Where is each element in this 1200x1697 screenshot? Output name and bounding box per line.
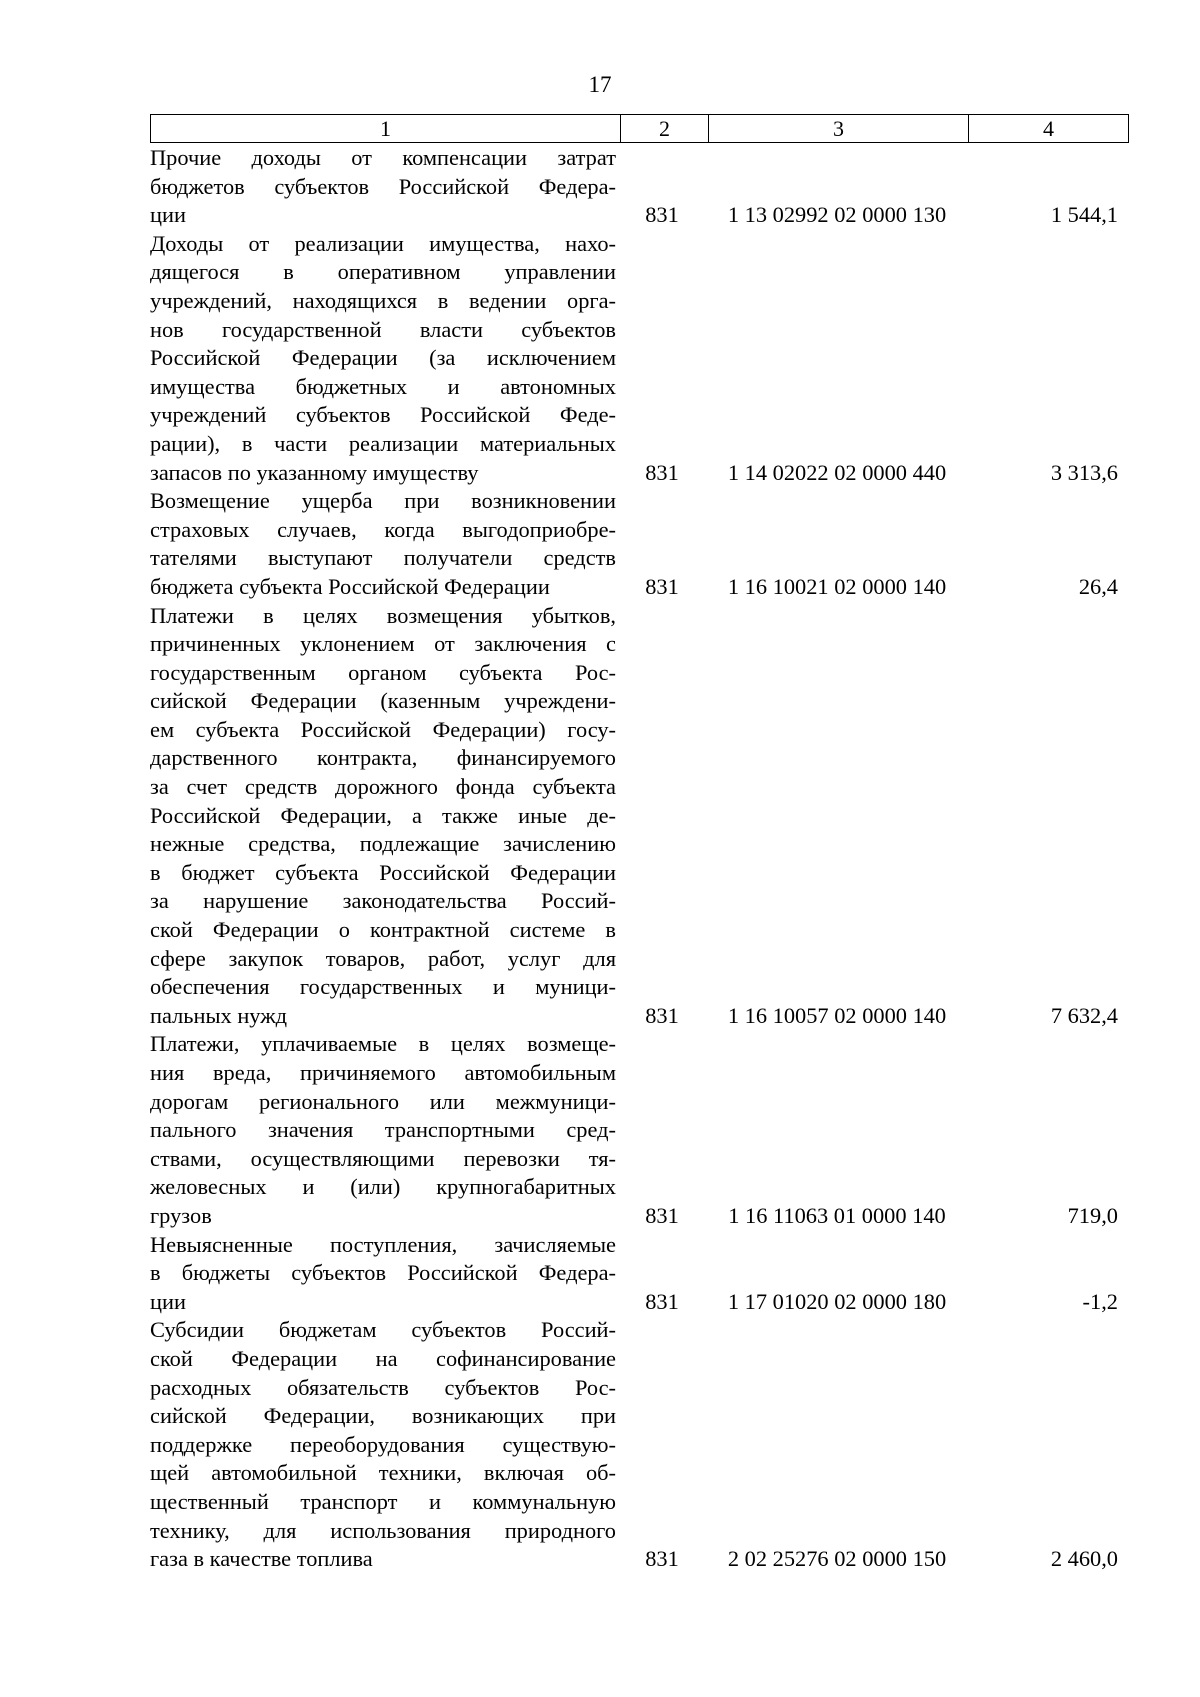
description-line: сийской Федерации, возникающих при <box>150 1403 616 1429</box>
description-line: рации), в части реализации материальных <box>150 430 616 456</box>
description-line: ем субъекта Российской Федерации) госу- <box>150 716 616 742</box>
description-line: поддержке переоборудования существую- <box>150 1431 616 1457</box>
table-row <box>150 487 1128 601</box>
description-line: грузов <box>150 1202 212 1228</box>
description-line: Платежи, уплачиваемые в целях возмеще- <box>150 1031 616 1057</box>
description-line: ции <box>150 1288 186 1314</box>
description-line: бюджетов субъектов Российской Федера- <box>150 173 616 199</box>
row-description <box>150 1316 616 1573</box>
description-line: сфере закупок товаров, работ, услуг для <box>150 945 616 971</box>
description-line: ской Федерации на софинансирование <box>150 1345 616 1371</box>
row-description <box>150 487 616 601</box>
description-line: государственным органом субъекта Рос- <box>150 659 616 685</box>
row-budget-code: 2 02 25276 02 0000 150 <box>727 1546 947 1572</box>
table-row <box>150 1316 1128 1573</box>
description-line: ния вреда, причиняемого автомобильным <box>150 1060 616 1085</box>
description-line: щей автомобильной техники, включая об- <box>150 1460 616 1486</box>
description-line: сийской Федерации (казенным учреждени- <box>150 688 616 714</box>
table-row <box>150 1231 1128 1317</box>
description-line: Невыясненные поступления, зачисляемые <box>150 1231 616 1257</box>
header-col-4: 4 <box>969 115 1129 143</box>
row-budget-code: 1 16 10021 02 0000 140 <box>727 573 947 599</box>
description-line: ствами, осуществляющими перевозки тя- <box>150 1145 616 1171</box>
description-line: расходных обязательств субъектов Рос- <box>150 1374 616 1400</box>
row-description <box>150 1231 616 1317</box>
description-line: дящегося в оперативном управлении <box>150 259 616 285</box>
row-description <box>150 1030 616 1230</box>
row-amount: 3 313,6 <box>1050 459 1118 485</box>
description-line: Доходы от реализации имущества, нахо- <box>150 230 616 256</box>
description-line: бюджета субъекта Российской Федерации <box>150 573 550 599</box>
table-row <box>150 230 1128 487</box>
row-budget-code: 1 16 10057 02 0000 140 <box>727 1002 947 1028</box>
page-number: 17 <box>588 72 612 97</box>
row-amount: 7 632,4 <box>1050 1002 1118 1028</box>
description-line: учреждений, находящихся в ведении орга- <box>150 287 616 313</box>
row-amount: 26,4 <box>1078 573 1118 599</box>
description-line: пальных нужд <box>150 1002 288 1028</box>
description-line: дарственного контракта, финансируемого <box>150 745 616 771</box>
description-line: тателями выступают получатели средств <box>150 545 616 571</box>
description-line: дорогам регионального или межмуници- <box>150 1088 616 1114</box>
description-line: Российской Федерации, а также иные де- <box>150 802 616 828</box>
header-col-3: 3 <box>709 115 969 143</box>
header-col-1: 1 <box>151 115 621 143</box>
description-line: Прочие доходы от компенсации затрат <box>150 145 616 170</box>
description-line: причиненных уклонением от заключения с <box>150 631 616 657</box>
row-budget-code: 1 16 11063 01 0000 140 <box>728 1202 946 1228</box>
description-line: нов государственной власти субъектов <box>150 316 616 342</box>
row-description <box>150 144 616 230</box>
description-line: страховых случаев, когда выгодоприобре- <box>150 516 616 542</box>
table-body <box>150 144 1128 1574</box>
row-budget-code: 1 17 01020 02 0000 180 <box>727 1288 947 1314</box>
row-amount: 719,0 <box>1067 1202 1118 1228</box>
table-header <box>150 114 1129 143</box>
row-admin-code: 831 <box>645 1002 679 1028</box>
row-amount: 2 460,0 <box>1050 1546 1118 1572</box>
row-amount: 1 544,1 <box>1050 202 1118 228</box>
row-description <box>150 602 616 1031</box>
description-line: за счет средств дорожного фонда субъекта <box>150 774 616 800</box>
row-admin-code: 831 <box>645 1202 679 1228</box>
description-line: Российской Федерации (за исключением <box>150 345 616 371</box>
header-col-2: 2 <box>621 115 709 143</box>
description-line: щественный транспорт и коммунальную <box>150 1488 616 1514</box>
row-budget-code: 1 14 02022 02 0000 440 <box>727 459 947 485</box>
row-description <box>150 230 616 487</box>
row-admin-code: 831 <box>645 202 679 228</box>
row-admin-code: 831 <box>645 459 679 485</box>
description-line: газа в качестве топлива <box>150 1546 373 1572</box>
row-admin-code: 831 <box>645 1288 679 1314</box>
table-row <box>150 602 1128 1031</box>
description-line: в бюджет субъекта Российской Федерации <box>150 859 616 885</box>
description-line: Платежи в целях возмещения убытков, <box>150 602 616 628</box>
description-line: Возмещение ущерба при возникновении <box>150 488 616 514</box>
description-line: ской Федерации о контрактной системе в <box>150 917 616 943</box>
description-line: нежные средства, подлежащие зачислению <box>150 831 616 857</box>
description-line: запасов по указанному имуществу <box>150 459 479 485</box>
description-line: Субсидии бюджетам субъектов Россий- <box>150 1317 616 1343</box>
description-line: обеспечения государственных и муници- <box>150 974 616 1000</box>
row-admin-code: 831 <box>645 1546 679 1572</box>
description-line: учреждений субъектов Российской Феде- <box>150 402 616 428</box>
description-line: технику, для использования природного <box>150 1517 616 1543</box>
description-line: имущества бюджетных и автономных <box>150 373 616 399</box>
description-line: ции <box>150 202 186 228</box>
row-amount: -1,2 <box>1082 1288 1118 1314</box>
description-line: желовесных и (или) крупногабаритных <box>150 1174 616 1200</box>
row-budget-code: 1 13 02992 02 0000 130 <box>727 202 947 228</box>
description-line: в бюджеты субъектов Российской Федера- <box>150 1260 616 1286</box>
description-line: за нарушение законодательства Россий- <box>150 888 616 914</box>
row-admin-code: 831 <box>645 573 679 599</box>
table-row <box>150 144 1128 230</box>
description-line: пального значения транспортными сред- <box>150 1117 616 1143</box>
table-row <box>150 1030 1128 1230</box>
